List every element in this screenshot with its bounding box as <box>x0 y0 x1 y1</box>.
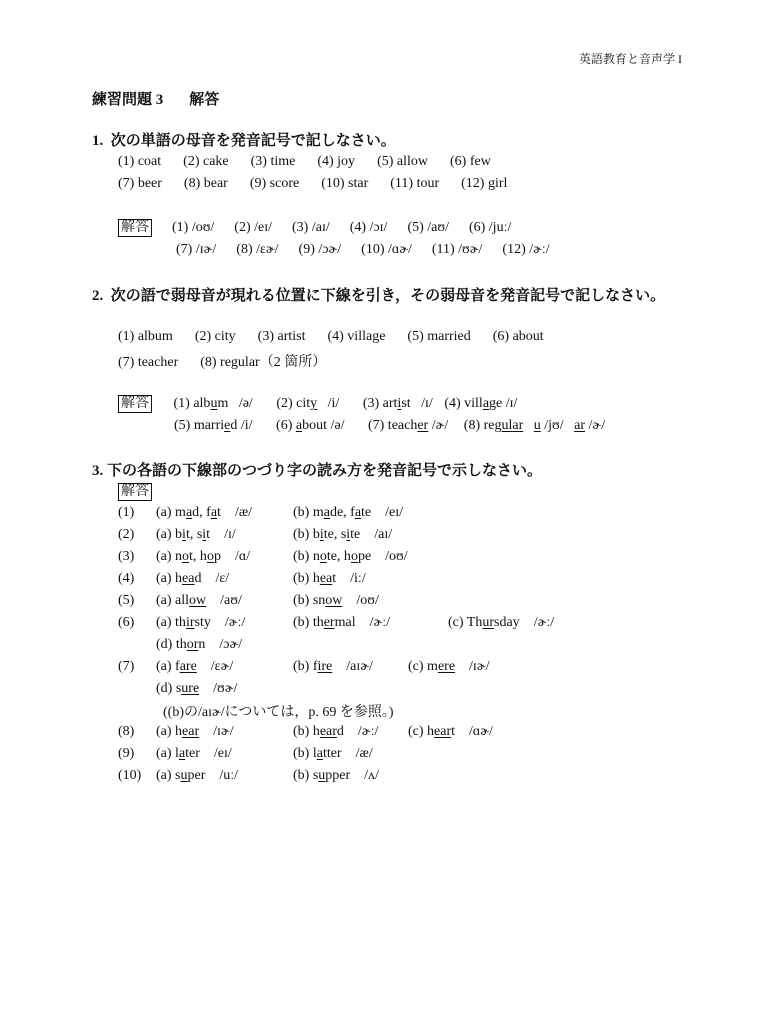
q3-ipa: /ɚː/ <box>369 615 391 630</box>
q1-word: (9) score <box>249 176 300 191</box>
q3-col-a <box>156 593 242 609</box>
q3-answer-label <box>118 483 152 501</box>
q3-ipa: /ɛ/ <box>215 571 230 586</box>
q2-word: (6) about <box>492 329 544 344</box>
q3-word: (a) mad, fat <box>156 505 221 520</box>
q3-word: (b) fire <box>293 659 333 674</box>
q3-row-number: (2) <box>118 527 135 542</box>
q3-ipa: /ɪ/ <box>224 527 236 542</box>
q3-ipa: /ɑ/ <box>234 549 251 564</box>
q3-ipa: /eɪ/ <box>213 746 232 761</box>
q3-col-a <box>156 637 242 653</box>
q3-col-b <box>293 724 378 740</box>
q2-word: (1) album <box>118 329 173 344</box>
q2-word: (8) regular（2 箇所） <box>200 355 327 370</box>
q3-ipa: /uː/ <box>219 768 239 783</box>
question-3-number: 3. <box>92 463 104 479</box>
q3-col-a <box>156 549 250 565</box>
q3-col-a <box>156 527 236 543</box>
q3-col-b <box>293 746 373 762</box>
question-1-text: 次の単語の母音を発音記号で記しなさい。 <box>110 133 396 149</box>
q1-answer: (1) /oʊ/ <box>172 220 215 235</box>
q3-row-number: (7) <box>118 659 135 674</box>
q3-row-number: (3) <box>118 549 135 564</box>
q3-row-number: (1) <box>118 505 135 520</box>
q1-word: (12) girl <box>461 176 508 191</box>
q3-ipa: /æ/ <box>234 505 253 520</box>
q3-ipa: /oʊ/ <box>356 593 379 608</box>
q2-answer: (7) teacher /ɚ/ <box>367 418 449 433</box>
q3-ipa: /oʊ/ <box>385 549 408 564</box>
q3-word: (a) head <box>156 571 202 586</box>
q1-word: (8) bear <box>183 176 228 191</box>
q1-word: (7) beer <box>118 176 162 191</box>
q1-word: (3) time <box>250 154 296 169</box>
page-title <box>92 88 219 109</box>
q2-answer: (1) album /ə/ <box>173 396 253 411</box>
q3-col-c <box>448 615 554 631</box>
q3-ipa: /iː/ <box>350 571 366 586</box>
q3-word: (b) thermal <box>293 615 356 630</box>
q3-col-a <box>156 746 232 762</box>
q2-answers-line-1 <box>118 395 517 413</box>
q3-word: (d) thorn <box>156 637 206 652</box>
q3-word: (a) thirsty <box>156 615 211 630</box>
q3-word: (c) Thursday <box>448 615 520 630</box>
q3-ipa: /aɪ/ <box>374 527 393 542</box>
q3-ipa: /ɚː/ <box>224 615 246 630</box>
q1-answer: (12) /ɚː/ <box>502 242 550 257</box>
q3-word: (a) bit, sit <box>156 527 211 542</box>
q1-answer: (2) /eɪ/ <box>234 220 273 235</box>
q3-col-b <box>293 659 373 675</box>
q1-answer: (10) /ɑɚ/ <box>361 242 412 257</box>
q3-ipa: /ɪɚ/ <box>213 724 234 739</box>
q3-ipa: /eɪ/ <box>385 505 404 520</box>
question-2 <box>92 285 682 307</box>
q3-word: (a) hear <box>156 724 200 739</box>
title-sub: 解答 <box>189 92 220 108</box>
q1-answer: (8) /ɛɚ/ <box>236 242 279 257</box>
q1-answer: (4) /ɔɪ/ <box>349 220 388 235</box>
q3-ipa: /aʊ/ <box>220 593 242 608</box>
q3-word: (a) allow <box>156 593 207 608</box>
q3-word: (b) snow <box>293 593 343 608</box>
q1-word: (1) coat <box>118 154 162 169</box>
q3-word: (c) heart <box>408 724 456 739</box>
q3-word: (b) made, fate <box>293 505 372 520</box>
q2-word: (4) village <box>327 329 386 344</box>
q3-ipa: /ɛɚ/ <box>210 659 234 674</box>
q3-row-number: (10) <box>118 768 142 783</box>
q3-word: (d) sure <box>156 681 200 696</box>
q1-word: (4) joy <box>317 154 356 169</box>
question-3 <box>92 460 692 482</box>
q3-col-b <box>293 615 390 631</box>
q1-answer: (3) /aɪ/ <box>292 220 330 235</box>
q1-word: (5) allow <box>377 154 428 169</box>
q1-answer: (9) /ɔɚ/ <box>298 242 342 257</box>
q3-col-b <box>293 527 392 543</box>
q2-words-line-1 <box>118 329 544 345</box>
q2-answer: (8) regular u /jʊ/ ar /ɚ/ <box>463 418 606 433</box>
q3-word: (a) super <box>156 768 206 783</box>
q3-ipa: /ɔɚ/ <box>219 637 243 652</box>
q3-word: (b) supper <box>293 768 351 783</box>
q3-row-number: (8) <box>118 724 135 739</box>
q1-answer: (11) /ʊɚ/ <box>431 242 483 257</box>
q3-col-c <box>408 659 489 675</box>
q3-col-b <box>293 549 408 565</box>
q2-word: (3) artist <box>257 329 306 344</box>
answer-label-box: 解答 <box>118 219 152 237</box>
q1-words-line-1 <box>118 154 491 170</box>
q2-answer: (6) about /ə/ <box>276 418 345 433</box>
q1-answers-line-2 <box>176 242 550 258</box>
q3-word: (b) latter <box>293 746 342 761</box>
q3-word: (b) note, hope <box>293 549 372 564</box>
q3-ipa: /ɚː/ <box>533 615 555 630</box>
q3-word: (c) mere <box>408 659 456 674</box>
q2-word: (5) married <box>407 329 471 344</box>
q3-row-number: (5) <box>118 593 135 608</box>
q1-word: (2) cake <box>183 154 229 169</box>
q1-word: (11) tour <box>390 176 440 191</box>
q1-answers-line-1 <box>118 219 511 237</box>
q3-word: (b) bite, site <box>293 527 361 542</box>
q3-row-number: (6) <box>118 615 135 630</box>
q3-col-a <box>156 615 245 631</box>
q3-col-b <box>293 768 379 784</box>
answer-label-box: 解答 <box>118 395 152 413</box>
q2-answer: (5) married /i/ <box>174 418 253 433</box>
q3-note: ((b)の/aɪɚ/については，p. 69 を参照。) <box>163 705 394 720</box>
q1-answer: (6) /juː/ <box>468 220 512 235</box>
q3-col-a <box>156 659 233 675</box>
q3-col-b <box>293 571 366 587</box>
q3-col-a <box>156 571 229 587</box>
q2-answer: (4) village /ɪ/ <box>444 396 518 411</box>
question-3-text: 下の各語の下線部のつづり字の読み方を発音記号で示しなさい。 <box>107 463 543 479</box>
q3-col-a <box>156 681 237 697</box>
q2-answer: (2) city /i/ <box>276 396 340 411</box>
question-2-text: 次の語で弱母音が現れる位置に下線を引き，その弱母音を発音記号で記しなさい。 <box>110 288 666 304</box>
q1-word: (10) star <box>321 176 369 191</box>
question-2-number: 2. <box>92 288 104 304</box>
q3-row-number: (9) <box>118 746 135 761</box>
q3-ipa: /aɪɚ/ <box>346 659 373 674</box>
page-header: 英語教育と音声学 I <box>579 52 682 66</box>
q3-ipa: /ɚː/ <box>357 724 379 739</box>
q3-word: (a) later <box>156 746 200 761</box>
q2-word: (7) teacher <box>118 355 179 370</box>
q3-col-b <box>293 505 403 521</box>
q3-ipa: /ɪɚ/ <box>469 659 490 674</box>
q1-word: (6) few <box>450 154 491 169</box>
title-main: 練習問題 3 <box>92 92 164 108</box>
q3-col-c <box>408 724 493 740</box>
q2-answers-line-2 <box>174 418 605 434</box>
q3-row-number: (4) <box>118 571 135 586</box>
q3-word: (b) heat <box>293 571 337 586</box>
q1-answer: (7) /ɪɚ/ <box>176 242 217 257</box>
q3-word: (a) fare <box>156 659 197 674</box>
question-1-number: 1. <box>92 133 104 149</box>
q3-col-a <box>156 724 234 740</box>
q2-word: (2) city <box>194 329 236 344</box>
q3-word: (a) not, hop <box>156 549 221 564</box>
answer-label-box: 解答 <box>118 483 152 501</box>
question-1 <box>92 130 692 152</box>
q2-words-line-2 <box>118 351 326 371</box>
q1-words-line-2 <box>118 176 507 192</box>
q2-answer: (3) artist /ɪ/ <box>362 396 433 411</box>
q3-col-a <box>156 505 252 521</box>
q3-ipa: /æ/ <box>355 746 373 761</box>
q3-col-b <box>293 593 379 609</box>
q3-word: (b) heard <box>293 724 344 739</box>
q3-col-a <box>156 768 238 784</box>
q1-answer: (5) /aʊ/ <box>407 220 449 235</box>
q3-ipa: /ʌ/ <box>364 768 379 783</box>
q3-ipa: /ʊɚ/ <box>213 681 238 696</box>
q3-ipa: /ɑɚ/ <box>469 724 493 739</box>
